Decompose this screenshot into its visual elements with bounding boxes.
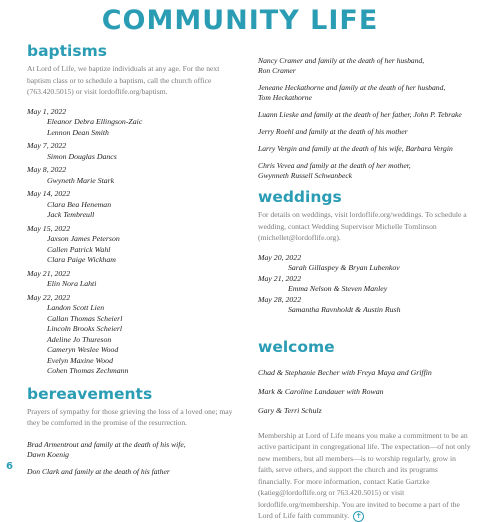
page-number: 6 [6,461,13,472]
bereavement-line: Tom Heckathorne [258,93,312,102]
baptism-group [27,165,240,186]
bereavement-line: Luann Lieske and family at the death of her father, John P. Tebrake [258,110,462,119]
bereavement-line: Nancy Cramer and family at the death of her husband, [258,56,425,65]
baptism-group [27,189,240,221]
bereavements-heading: bereavements [27,384,153,403]
baptism-date: May 1, 2022 [27,106,67,116]
baptism-date: May 8, 2022 [27,165,67,174]
baptism-name: Lincoln Brooks Scheierl [47,324,123,333]
weddings-list [258,253,473,316]
weddings-heading: weddings [258,188,342,206]
bereavement-entry [27,440,240,460]
bereavement-line: Ron Cramer [258,66,296,75]
bereavement-line: Chris Vevea and family at the death of her mother, [258,161,411,170]
church-logo-icon: ✝ [353,511,364,522]
bereavement-entry [258,161,473,181]
baptism-group [27,141,240,162]
bereavements-list-right [258,56,473,181]
baptism-name: Gwyneth Marie Stark [47,175,115,185]
weddings-intro: For details on weddings, visit lordoflife.org/weddings. To schedule a wedding, contact Wedding Supervisor Michelle Tomlinson (michellet@lordoflife.org). [258,210,467,242]
baptism-name: Callan Thomas Scheierl [47,313,123,323]
baptism-group [27,269,240,290]
bereavement-entry [258,56,473,76]
baptisms-intro: At Lord of Life, we baptize individuals at any age. For the next baptism class or to schedule a baptism, call the church office (763.420.5015) or visit lordoflife.org/baptism. [27,64,220,96]
baptism-date: May 7, 2022 [27,141,67,150]
bereavement-line: Dawn Koenig [27,449,69,459]
welcome-family: Mark & Caroline Landauer with Rowan [258,386,384,396]
bereavements-list-left [27,440,240,477]
right-column [258,42,473,522]
wedding-couple: Sarah Gillaspey & Bryan Lubenkov [288,263,400,272]
baptism-name: Jaxson James Peterson [47,234,120,243]
baptism-date: May 21, 2022 [27,268,71,278]
page-title: COMMUNITY LIFE [101,5,379,36]
baptism-group [27,293,240,377]
bereavement-entry [258,110,473,120]
baptism-name: Adeline Jo Thureson [47,334,112,344]
wedding-couple: Samantha Ravnholdt & Austin Rush [288,305,401,314]
baptism-name: Landon Scott Lien [47,303,105,312]
baptism-name: Eleanor Debra Ellingson-Zaic [47,117,143,126]
bereavement-entry [258,144,473,154]
baptism-name: Clara Paige Wickham [47,255,116,264]
baptism-name: Cohen Thomas Zechmann [47,366,129,375]
bereavement-line: Brad Armentrout and family at the death of his wife, [27,439,186,449]
baptism-name: Cameryn Weslee Wood [47,345,119,354]
baptism-date: May 15, 2022 [27,223,71,233]
baptism-name: Evelyn Maxine Wood [47,355,113,365]
membership-body: Membership at Lord of Life means you make a commitment to be an active participant in congregational life. The expectation—of not only new members, but all members—is to worship regularly, grow in faith, serve others, and support the church and its programs financially. For more information, contact Katie Gartzke (katieg@lordoflife.org or 763.420.5015) or visit lordoflife.org/membership. You are invited to become a part of the Lord of Life faith community. [258,430,471,520]
wedding-date: May 28, 2022 [258,294,302,304]
baptism-name: Clara Bea Heneman [47,199,112,209]
bereavement-line: Don Clark and family at the death of his father [27,466,170,476]
bereavement-line: Jerry Roehl and family at the death of his mother [258,127,408,136]
wedding-couple: Emma Nelson & Steven Manley [288,284,388,293]
membership-text [258,430,473,522]
baptism-name: Simon Douglas Dancs [47,151,117,161]
baptism-date: May 14, 2022 [27,189,71,198]
baptism-name: Callen Patrick Wahl [47,244,111,254]
bereavement-entry [258,83,473,103]
welcome-family: Chad & Stephanie Becher with Freya Maya and Griffin [258,367,432,377]
baptism-date: May 22, 2022 [27,292,71,302]
bereavement-entry [258,127,473,137]
wedding-date: May 21, 2022 [258,273,302,283]
baptism-name: Jack Tembreull [47,210,95,219]
bereavement-entry [27,467,240,477]
bereavement-line: Gwynneth Russell Schwanbeck [258,171,353,180]
welcome-heading: welcome [258,337,335,356]
left-column [27,42,240,484]
bereavement-line: Larry Vergin and family at the death of his wife, Barbara Vergin [258,144,453,153]
baptisms-list [27,107,240,377]
baptism-name: Elin Nora Lahti [47,279,97,288]
welcome-family: Gary & Terri Schulz [258,405,322,415]
baptism-group [27,107,240,139]
baptisms-heading: baptisms [27,42,107,60]
bereavement-line: Jeneane Heckathorne and family at the death of her husband, [258,83,446,92]
bereavements-intro: Prayers of sympathy for those grieving the loss of a loved one; may they be comforted in the promise of the resurrection. [27,406,233,427]
wedding-date: May 20, 2022 [258,252,302,262]
baptism-group [27,224,240,266]
welcome-list [258,368,473,416]
baptism-name: Lennon Dean Smith [47,127,109,137]
